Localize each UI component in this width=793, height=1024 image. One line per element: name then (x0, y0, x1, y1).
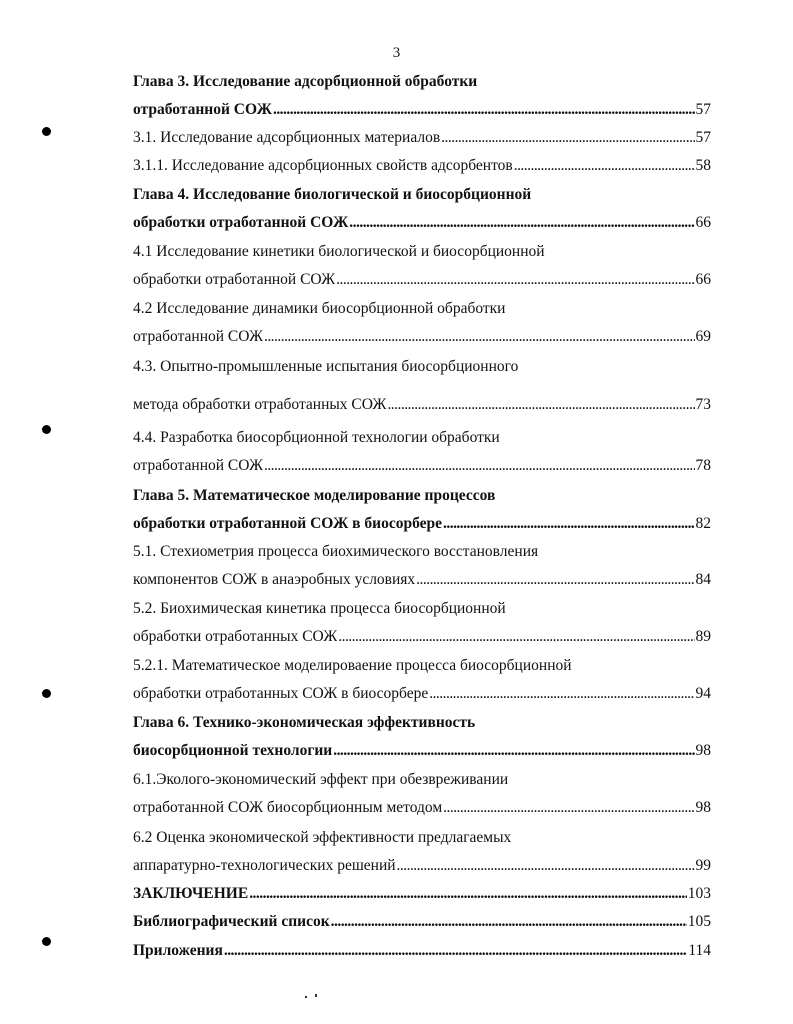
toc-entry-title: метода обработки отработанных СОЖ (133, 396, 387, 413)
toc-entry-title: 6.2 Оценка экономической эффективности предлагаемых (133, 829, 512, 846)
toc-entry (133, 713, 711, 733)
toc-entry (133, 428, 711, 448)
toc-entry (133, 185, 711, 205)
toc-entry-title: Глава 4. Исследование биологической и биосорбционной (133, 186, 532, 203)
punch-hole-mark (42, 127, 51, 136)
toc-entry-title: Приложения (133, 942, 223, 959)
toc-entry (133, 856, 711, 876)
toc-entry-page: 82 (695, 515, 711, 532)
toc-entry (133, 299, 711, 319)
toc-entry (133, 542, 711, 562)
toc-entry-title: Глава 5. Математическое моделирование процессов (133, 487, 496, 504)
toc-entry (133, 656, 711, 676)
toc-dot-leader (416, 570, 694, 590)
toc-entry-title: отработанной СОЖ биосорбционным методом (133, 799, 443, 816)
toc-entry (133, 599, 711, 619)
toc-entry (133, 798, 711, 818)
toc-entry-title: 3.1. Исследование адсорбционных материалов (133, 129, 441, 146)
toc-entry-title: обработки отработанной СОЖ (133, 271, 336, 288)
punch-hole-mark (42, 425, 51, 434)
toc-entry-page: 98 (695, 742, 711, 759)
toc-entry (133, 357, 711, 377)
toc-entry (133, 456, 711, 476)
toc-entry (133, 242, 711, 262)
toc-dot-leader (338, 627, 694, 647)
toc-entry (133, 100, 711, 120)
toc-entry-page: 78 (695, 457, 711, 474)
toc-entry-title: 4.1 Исследование кинетики биологической и биосорбционной (133, 243, 545, 260)
toc-entry-title: компонентов СОЖ в анаэробных условиях (133, 571, 416, 588)
toc-entry-title: отработанной СОЖ (133, 328, 263, 345)
punch-hole-mark (42, 937, 51, 946)
toc-entry-title: обработки отработанной СОЖ (133, 214, 349, 231)
page-number: 3 (392, 45, 401, 61)
toc-entry-page: 57 (695, 129, 711, 146)
toc-entry-title: Библиографический список (133, 913, 330, 930)
toc-entry-title: 4.4. Разработка биосорбционной технологии обработки (133, 429, 500, 446)
toc-entry-title: отработанной СОЖ (133, 101, 272, 118)
toc-entry-title: обработки отработанных СОЖ (133, 628, 338, 645)
toc-entry (133, 684, 711, 704)
toc-entry-page: 98 (695, 799, 711, 816)
toc-entry-title: биосорбционной технологии (133, 742, 333, 759)
toc-entry-page: 89 (695, 628, 711, 645)
toc-entry-page: 84 (695, 571, 711, 588)
toc-entry-title: 4.3. Опытно-промышленные испытания биосорбционного (133, 358, 519, 375)
toc-entry (133, 72, 711, 92)
toc-entry-page: 103 (687, 885, 711, 902)
toc-entry-page: 66 (695, 271, 711, 288)
toc-dot-leader (441, 128, 694, 148)
toc-entry (133, 627, 711, 647)
toc-entry-page: 58 (695, 157, 711, 174)
toc-entry-title: обработки отработанных СОЖ в биосорбере (133, 685, 429, 702)
scan-speck (305, 996, 307, 998)
toc-entry (133, 128, 711, 148)
toc-entry (133, 270, 711, 290)
toc-entry-page: 105 (687, 913, 711, 930)
toc-entry-title: аппаратурно-технологических решений (133, 857, 396, 874)
toc-dot-leader (514, 156, 695, 176)
toc-dot-leader (333, 741, 694, 761)
toc-entry-page: 73 (695, 396, 711, 413)
toc-dot-leader (443, 514, 694, 534)
toc-dot-leader (387, 395, 694, 415)
toc-entry-title: 5.2.1. Математическое моделироваение процесса биосорбционной (133, 657, 572, 674)
toc-dot-leader (336, 270, 694, 290)
toc-entry-title: 3.1.1. Исследование адсорбционных свойств адсорбентов (133, 157, 513, 174)
scan-speck (315, 994, 317, 997)
toc-entry (133, 213, 711, 233)
toc-entry-title: 6.1.Эколого-экономический эффект при обезвреживании (133, 771, 509, 788)
toc-entry-page: 66 (695, 214, 711, 231)
toc-entry (133, 912, 711, 932)
toc-entry (133, 828, 711, 848)
toc-entry (133, 941, 711, 961)
toc-dot-leader (331, 912, 687, 932)
toc-dot-leader (429, 684, 694, 704)
toc-entry-title: Глава 6. Технико-экономическая эффективность (133, 714, 476, 731)
toc-entry-title: 4.2 Исследование динамики биосорбционной обработки (133, 300, 506, 317)
toc-dot-leader (349, 213, 694, 233)
toc-dot-leader (273, 100, 695, 120)
toc-dot-leader (443, 798, 694, 818)
toc-entry (133, 156, 711, 176)
toc-dot-leader (264, 327, 695, 347)
toc-entry-page: 99 (695, 857, 711, 874)
toc-entry (133, 884, 711, 904)
toc-entry-page: 114 (688, 942, 711, 959)
toc-entry-title: отработанной СОЖ (133, 457, 263, 474)
toc-entry-title: 5.1. Стехиометрия процесса биохимического восстановления (133, 543, 539, 560)
toc-entry (133, 570, 711, 590)
toc-entry (133, 741, 711, 761)
toc-entry-title: Глава 3. Исследование адсорбционной обработки (133, 73, 478, 90)
toc-entry-page: 57 (695, 101, 711, 118)
toc-entry-title: 5.2. Биохимическая кинетика процесса биосорбционной (133, 600, 506, 617)
punch-hole-mark (42, 689, 51, 698)
toc-dot-leader (264, 456, 695, 476)
toc-dot-leader (224, 941, 687, 961)
toc-entry (133, 486, 711, 506)
toc-dot-leader (249, 884, 687, 904)
toc-entry (133, 514, 711, 534)
toc-entry (133, 395, 711, 415)
toc-dot-leader (397, 856, 695, 876)
toc-entry-page: 69 (695, 328, 711, 345)
toc-entry (133, 770, 711, 790)
toc-entry (133, 327, 711, 347)
toc-entry-page: 94 (695, 685, 711, 702)
toc-entry-title: ЗАКЛЮЧЕНИЕ (133, 885, 249, 902)
toc-entry-title: обработки отработанной СОЖ в биосорбере (133, 515, 443, 532)
